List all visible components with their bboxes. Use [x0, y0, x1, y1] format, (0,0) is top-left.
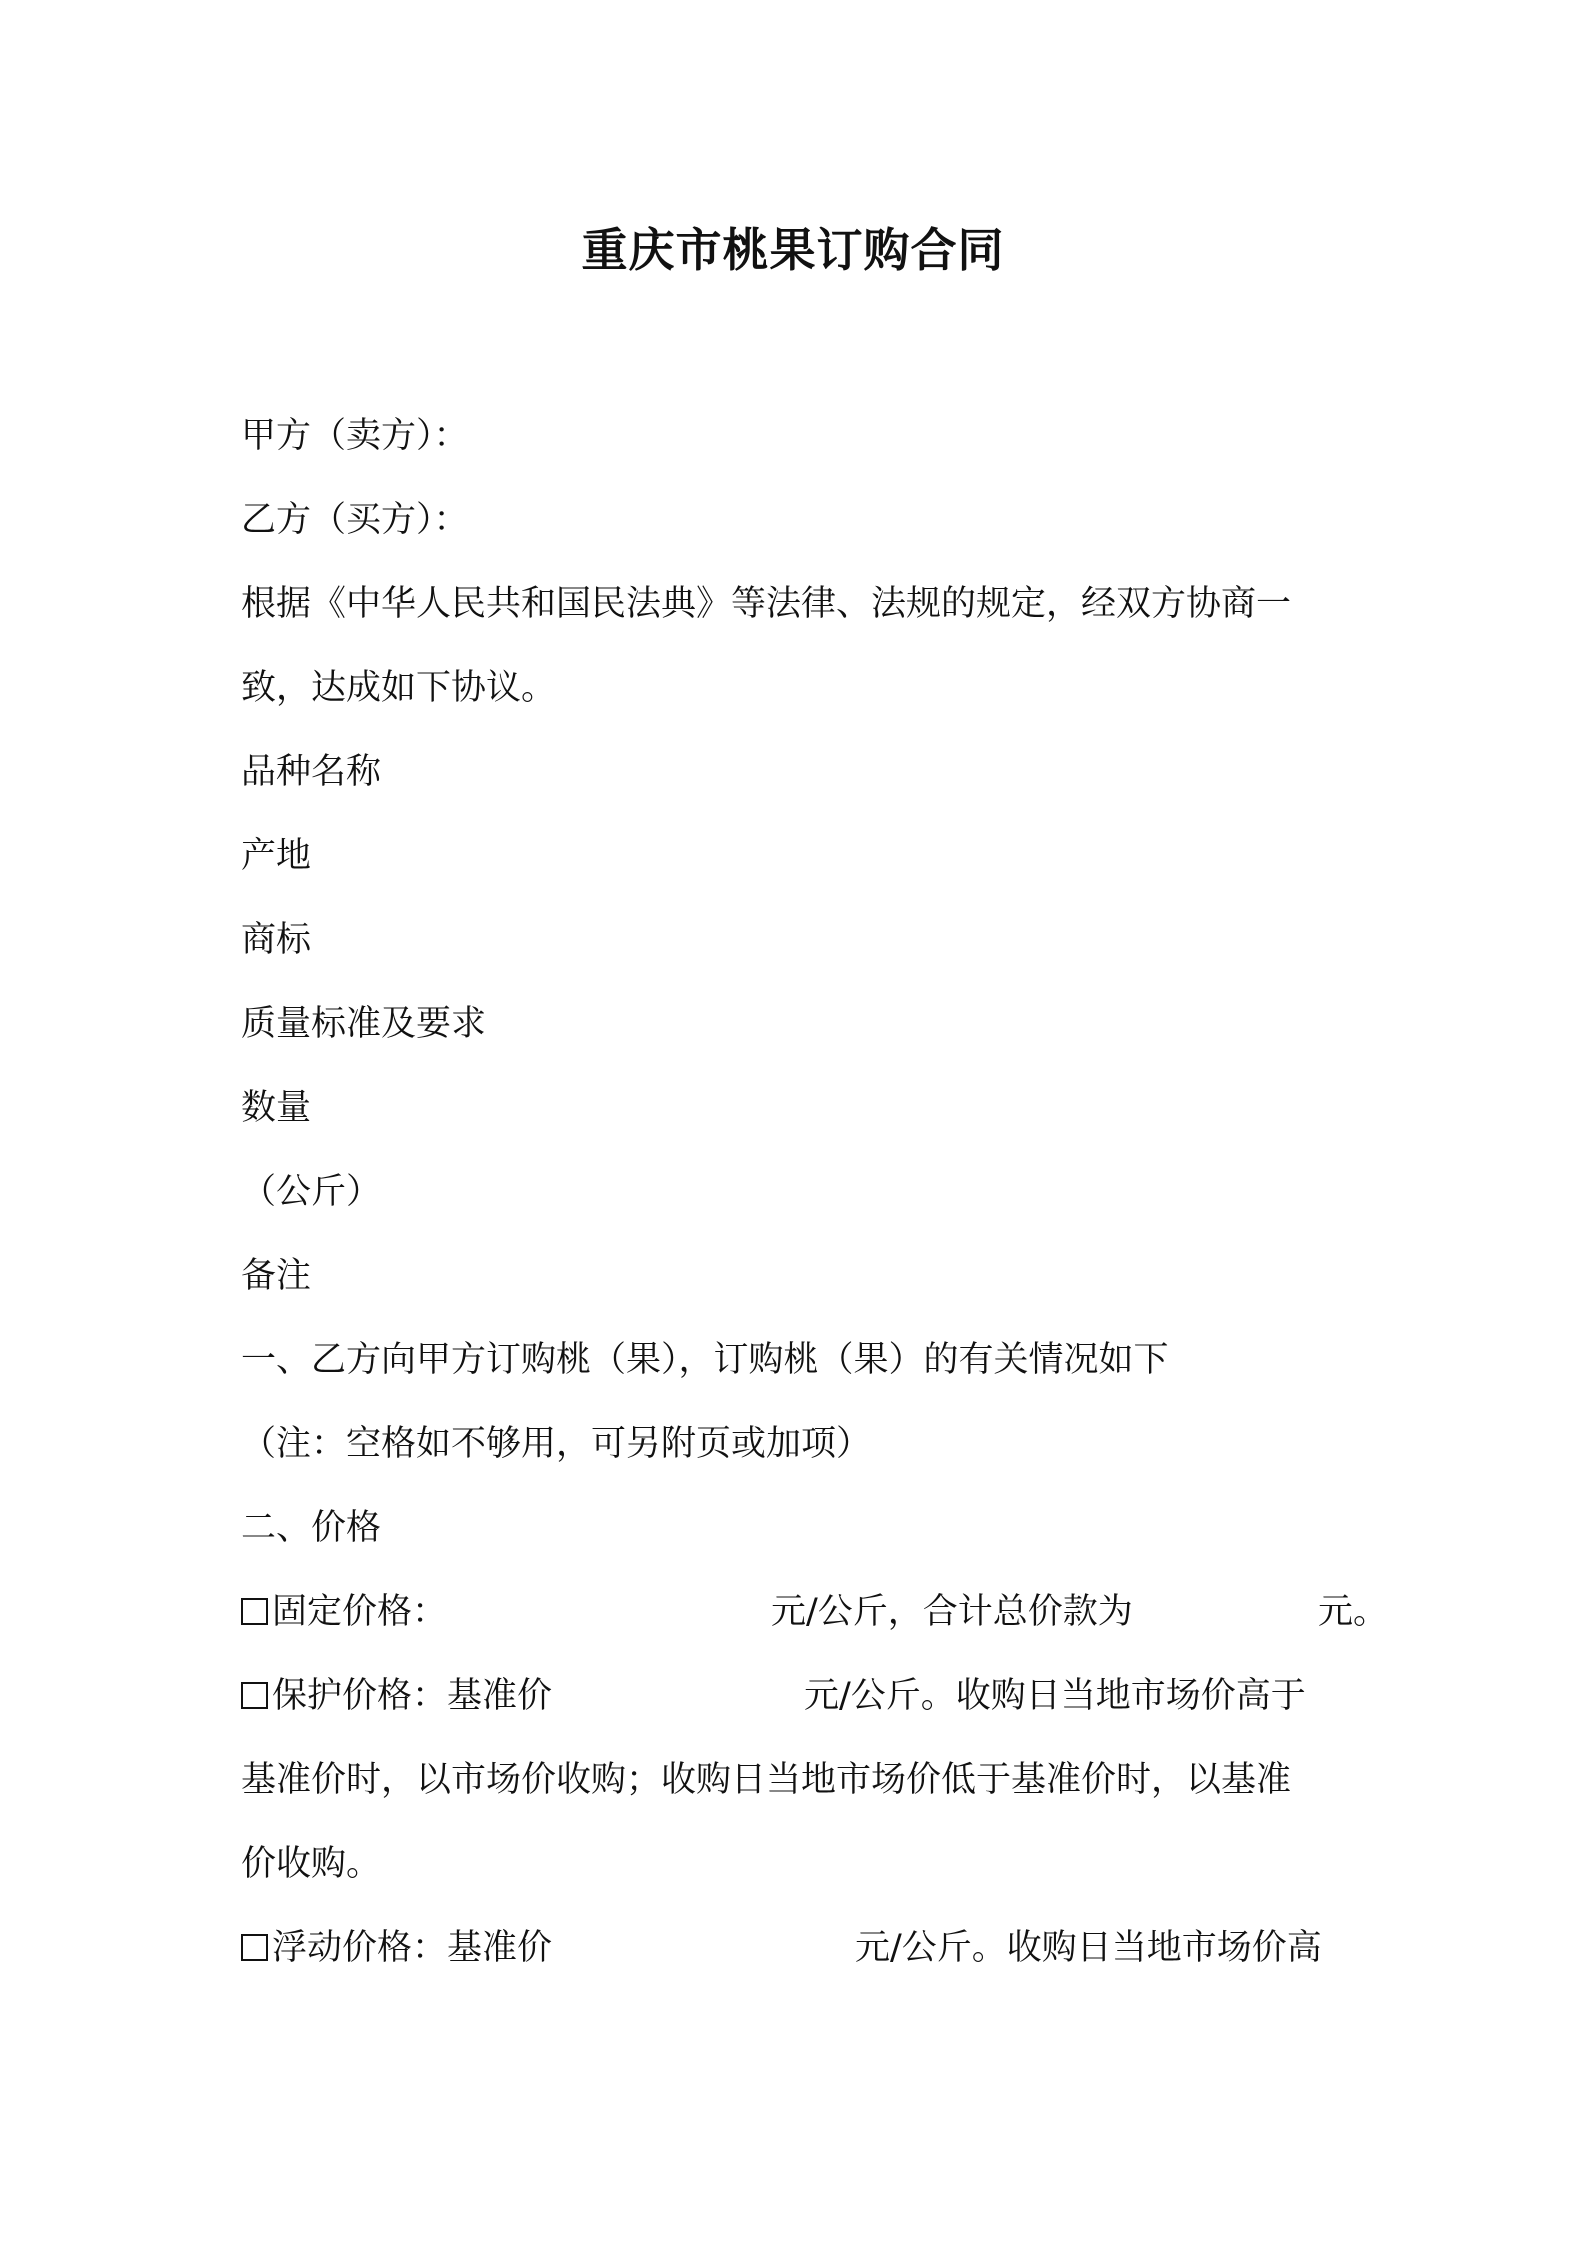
preamble-line-1: 根据《中华人民共和国民法典》等法律、法规的规定，经双方协商一 [241, 584, 1292, 624]
protected-price-line-3: 价收购。 [241, 1844, 382, 1884]
field-trademark: 商标 [241, 920, 312, 960]
field-origin: 产地 [241, 836, 312, 876]
field-quantity: 数量 [241, 1088, 312, 1128]
floating-price-rest: 元/公斤。收购日当地市场价高 [855, 1928, 1322, 1968]
protected-price-label: 保护价格：基准价 [272, 1676, 553, 1716]
section-1-heading: 一、乙方向甲方订购桃（果），订购桃（果）的有关情况如下 [241, 1340, 1169, 1380]
preamble-line-2: 致，达成如下协议。 [241, 668, 557, 708]
fixed-price-label: 固定价格： [272, 1592, 448, 1632]
party-a-line: 甲方（卖方）： [241, 416, 469, 456]
document-title: 重庆市桃果订购合同 [581, 223, 1005, 277]
protected-price-rest: 元/公斤。收购日当地市场价高于 [804, 1676, 1306, 1716]
field-quality-standard: 质量标准及要求 [241, 1004, 487, 1044]
protected-price-line-2: 基准价时，以市场价收购；收购日当地市场价低于基准价时，以基准 [241, 1760, 1292, 1800]
section-2-heading: 二、价格 [241, 1508, 382, 1548]
floating-price-checkbox[interactable] [241, 1934, 268, 1961]
party-b-line: 乙方（买方）： [241, 500, 469, 540]
fixed-price-checkbox[interactable] [241, 1598, 268, 1625]
floating-price-label: 浮动价格：基准价 [272, 1928, 553, 1968]
protected-price-checkbox[interactable] [241, 1682, 268, 1709]
section-1-note: （注：空格如不够用，可另附页或加项） [241, 1424, 872, 1464]
field-variety-name: 品种名称 [241, 752, 382, 792]
field-quantity-unit: （公斤） [241, 1172, 382, 1212]
fixed-price-unit: 元/公斤，合计总价款为 [771, 1592, 1133, 1632]
field-remarks: 备注 [241, 1256, 312, 1296]
fixed-price-end: 元。 [1318, 1592, 1389, 1632]
